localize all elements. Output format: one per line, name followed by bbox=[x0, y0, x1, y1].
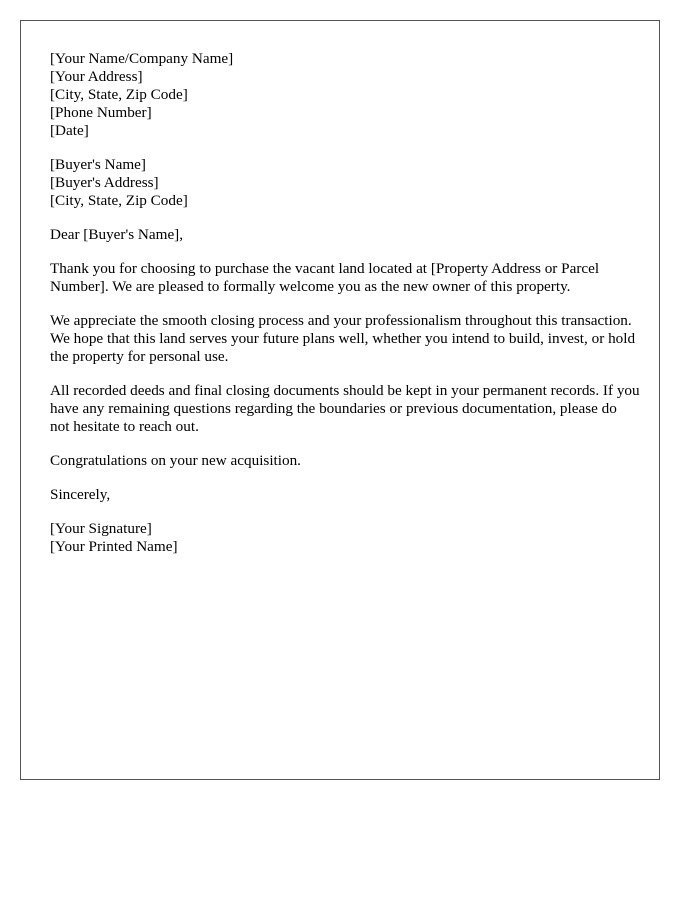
letter-page bbox=[20, 20, 660, 780]
sender-city-state-zip: [City, State, Zip Code] bbox=[50, 86, 188, 103]
recipient-city-state-zip: [City, State, Zip Code] bbox=[50, 192, 188, 209]
printed-name: [Your Printed Name] bbox=[50, 538, 178, 555]
sender-address-block bbox=[50, 50, 640, 140]
recipient-address-block bbox=[50, 156, 640, 210]
recipient-address: [Buyer's Address] bbox=[50, 174, 159, 191]
closing: Sincerely, bbox=[50, 486, 111, 503]
body-paragraph-3: All recorded deeds and final closing documents should be kept in your permanent records. If you have any remaining questions regarding the boundaries or previous documentation, please do not hesitate to reach out. bbox=[50, 382, 640, 435]
sender-phone: [Phone Number] bbox=[50, 104, 152, 121]
signature-line: [Your Signature] bbox=[50, 520, 152, 537]
letter-content bbox=[50, 50, 640, 572]
salutation: Dear [Buyer's Name], bbox=[50, 226, 184, 243]
letter-date: [Date] bbox=[50, 122, 89, 139]
body-paragraph-1: Thank you for choosing to purchase the vacant land located at [Property Address or Parcel Number]. We are pleased to formally welcome you as the new owner of this property. bbox=[50, 260, 600, 295]
sender-name: [Your Name/Company Name] bbox=[50, 50, 234, 67]
recipient-name: [Buyer's Name] bbox=[50, 156, 146, 173]
body-paragraph-4: Congratulations on your new acquisition. bbox=[50, 452, 301, 469]
sender-address: [Your Address] bbox=[50, 68, 143, 85]
body-paragraph-2: We appreciate the smooth closing process and your professionalism throughout this transaction. We hope that this land serves your future plans well, whether you intend to build, invest, or hold the property for personal use. bbox=[50, 312, 636, 365]
signature-block bbox=[50, 520, 640, 556]
